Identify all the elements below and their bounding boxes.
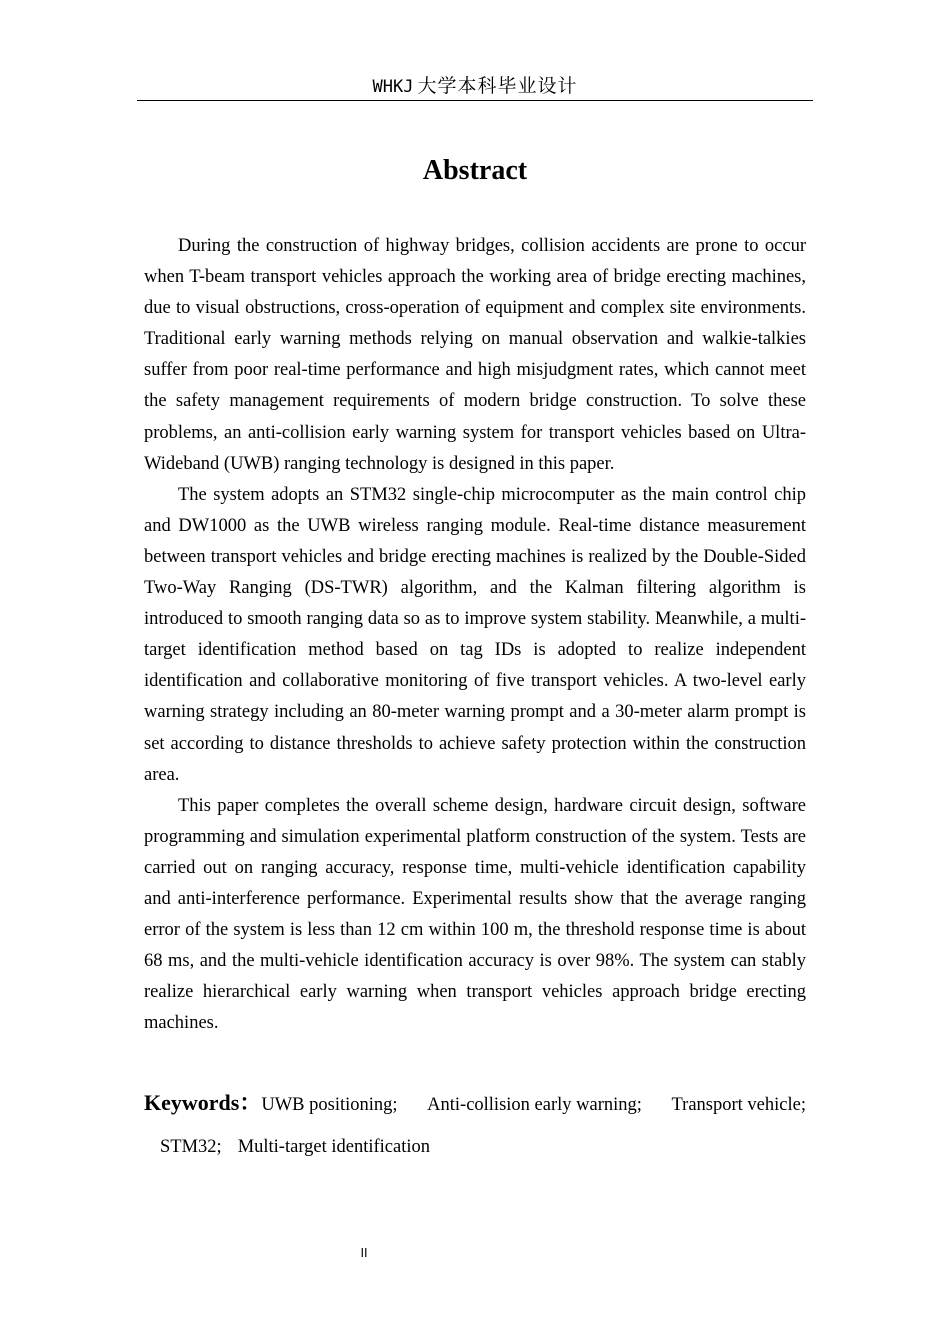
- abstract-title: Abstract: [422, 155, 528, 186]
- keywords-line-1: [144, 1082, 806, 1126]
- header-cjk: 大学本科毕业设计: [417, 75, 578, 97]
- header-title: [373, 75, 578, 97]
- keyword-item: STM32;: [160, 1137, 222, 1157]
- header-latin: WHKJ: [372, 77, 414, 97]
- keyword-item: Anti-collision early warning;: [427, 1095, 642, 1115]
- keywords-line-2: [144, 1126, 806, 1168]
- abstract-body: [144, 231, 806, 1039]
- page-number: II: [360, 1246, 368, 1260]
- keyword-item: Transport vehicle;: [671, 1095, 806, 1115]
- keywords-label: Keywords：: [144, 1090, 262, 1115]
- keyword-item: Multi-target identification: [237, 1137, 431, 1157]
- abstract-paragraph-2: The system adopts an STM32 single-chip microcomputer as the main control chip and DW1000 as the UWB wireless ranging module. Real-time distance measurement between transport vehicles and bridge erecting machines is realized by the Double-Sided Two-Way Ranging (DS-TWR) algorithm, and the Kalman filtering algorithm is introduced to smooth ranging data so as to improve system stability. Meanwhile, a multi-target identification method based on tag IDs is adopted to realize independent identification and collaborative monitoring of five transport vehicles. A two-level early warning strategy including an 80-meter warning prompt and a 30-meter alarm prompt is set according to distance thresholds to achieve safety protection within the construction area.: [144, 484, 806, 785]
- page-header: [137, 72, 813, 101]
- abstract-paragraph-3: This paper completes the overall scheme design, hardware circuit design, software programming and simulation experimental platform construction of the system. Tests are carried out on ranging accuracy, response time, multi-vehicle identification capability and anti-interference performance. Experimental results show that the average ranging error of the system is less than 12 cm within 100 m, the threshold response time is about 68 ms, and the multi-vehicle identification accuracy is over 98%. The system can stably realize hierarchical early warning when transport vehicles approach bridge erecting machines.: [144, 795, 806, 1034]
- abstract-paragraph-1: During the construction of highway bridges, collision accidents are prone to occur when T-beam transport vehicles approach the working area of bridge erecting machines, due to visual obstructions, cross-operation of equipment and complex site environments. Traditional early warning methods relying on manual observation and walkie-talkies suffer from poor real-time performance and high misjudgment rates, which cannot meet the safety management requirements of modern bridge construction. To solve these problems, an anti-collision early warning system for transport vehicles based on Ultra-Wideband (UWB) ranging technology is designed in this paper.: [144, 236, 806, 474]
- keywords-section: [144, 1082, 806, 1168]
- keyword-item: UWB positioning;: [261, 1095, 398, 1115]
